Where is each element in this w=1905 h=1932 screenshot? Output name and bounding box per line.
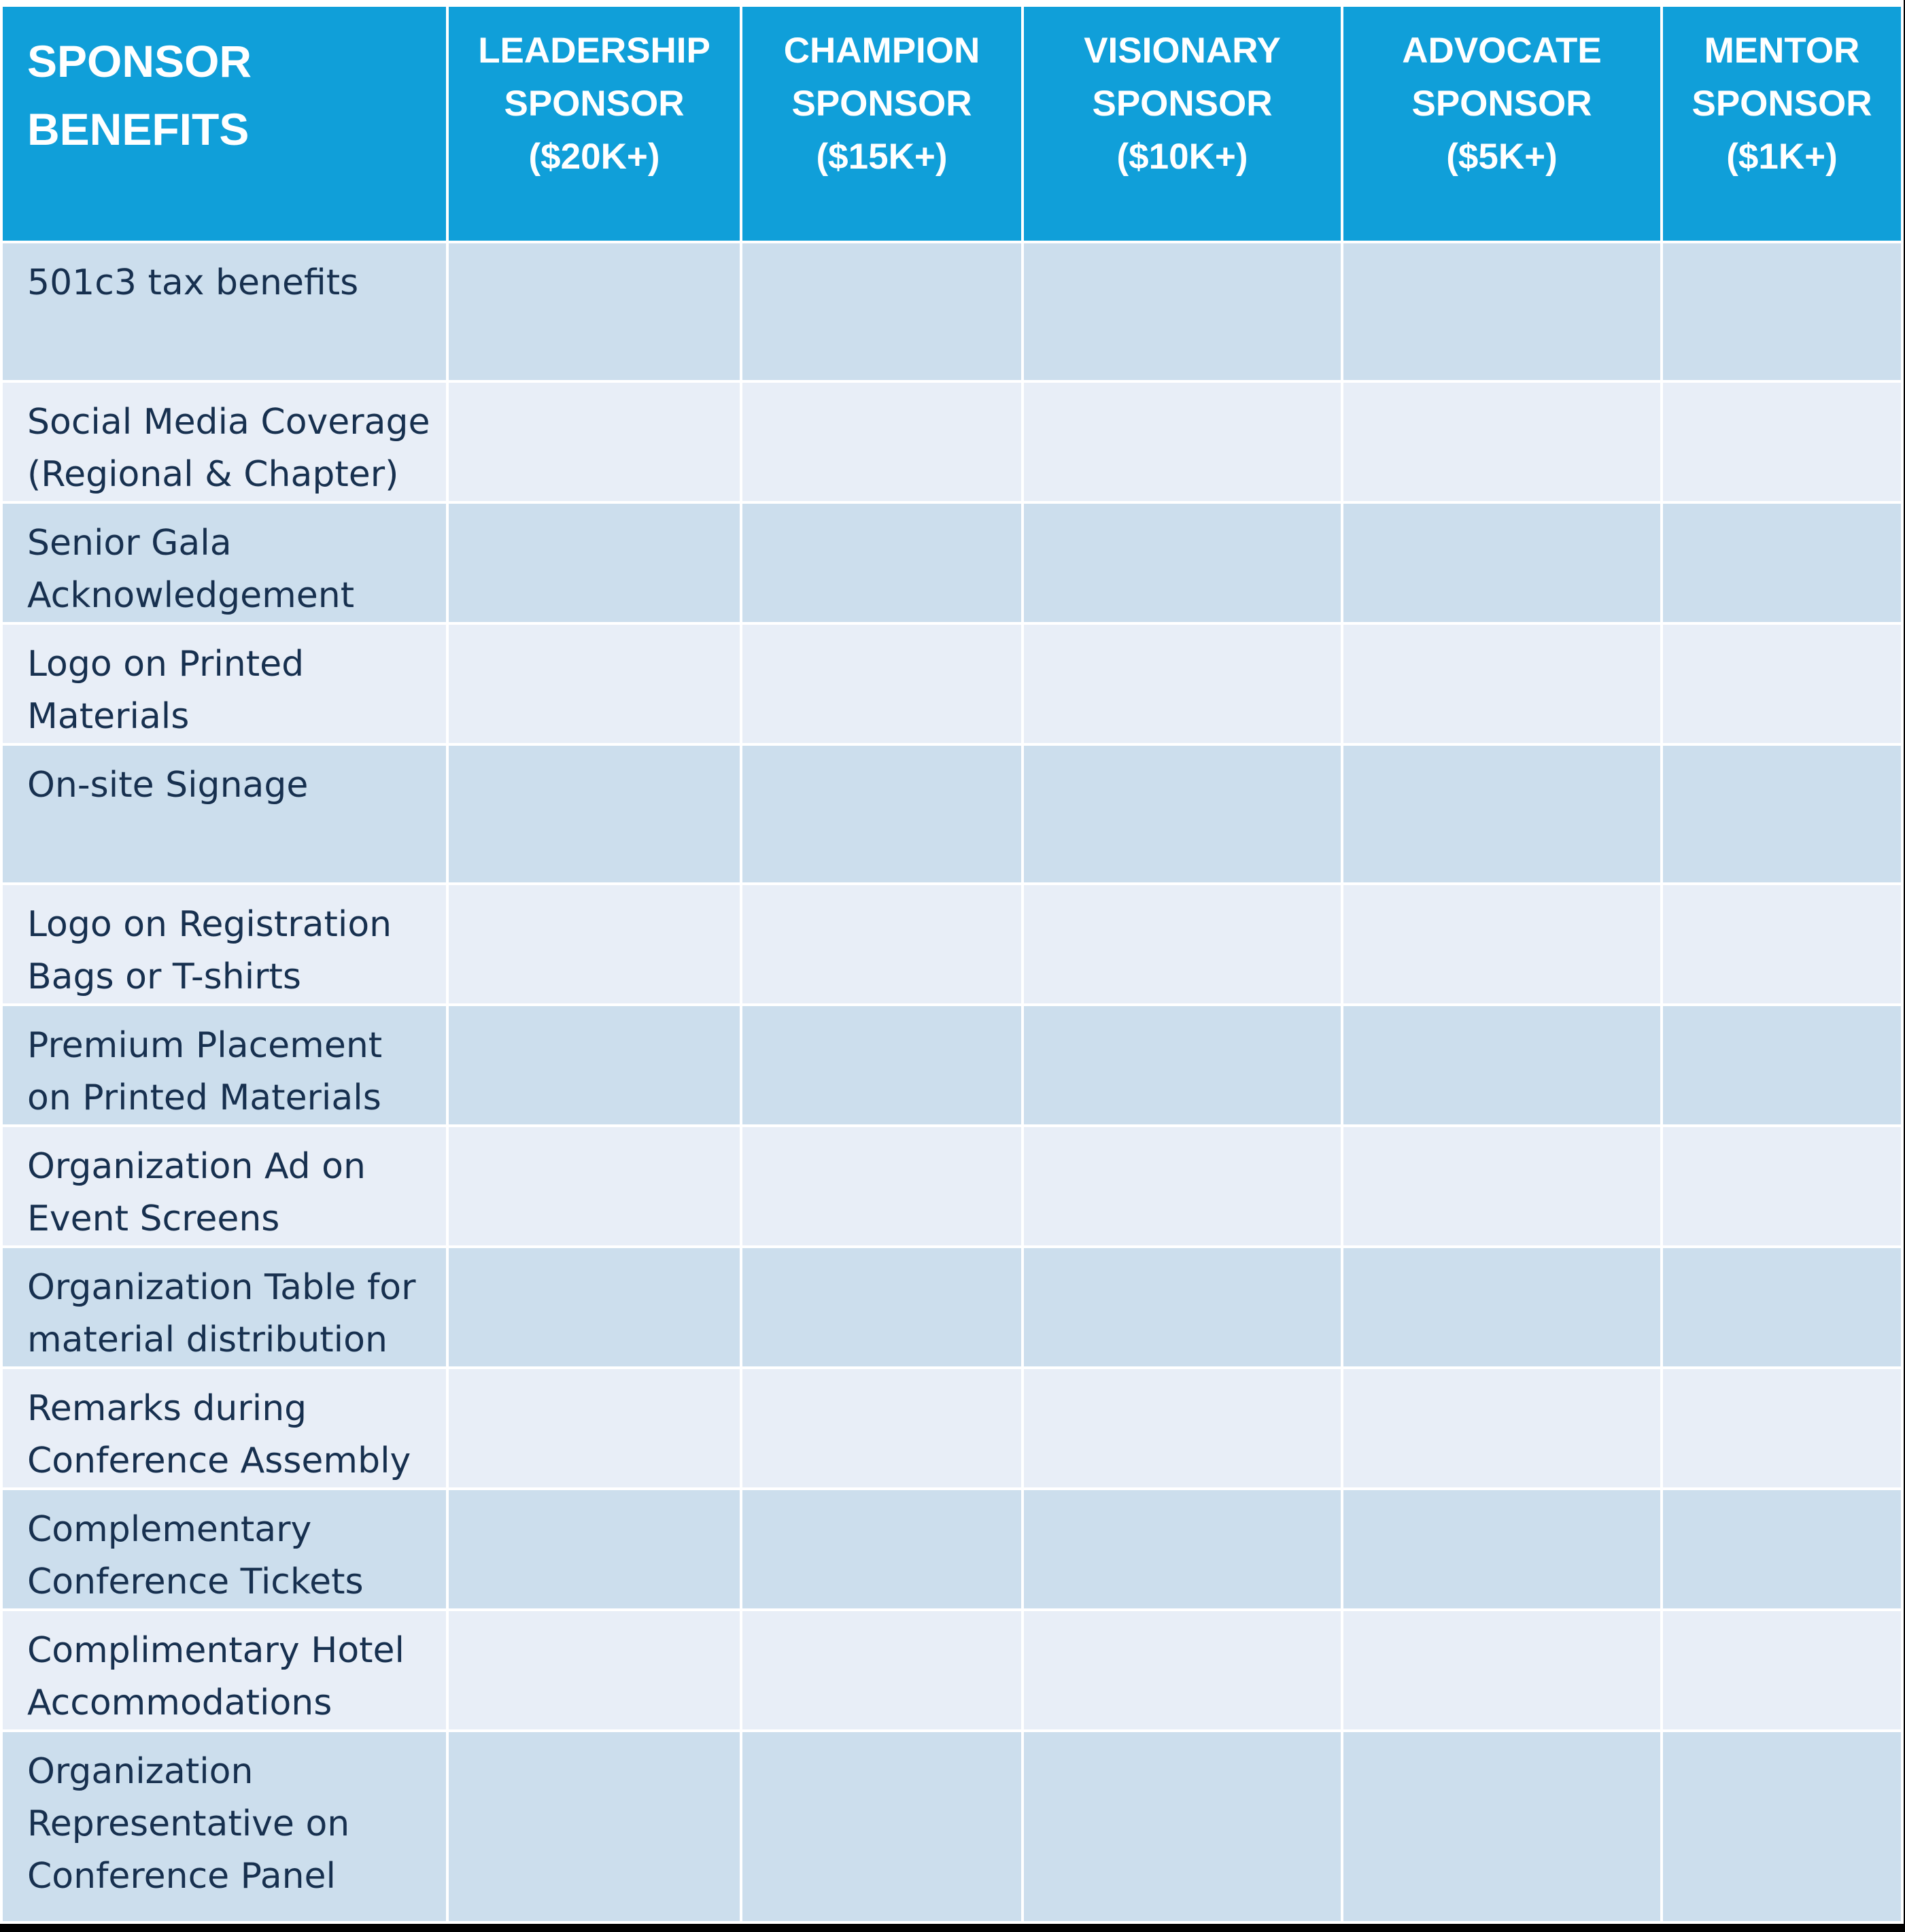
mentor-cell <box>1662 502 1902 623</box>
tier-type: SPONSOR <box>1092 84 1273 124</box>
champion-cell <box>741 744 1023 884</box>
benefit-label-line: Complementary <box>27 1509 312 1550</box>
tier-type: SPONSOR <box>1692 84 1872 124</box>
table-row <box>1 1610 1902 1731</box>
leadership-cell <box>447 1126 741 1247</box>
table-body <box>1 242 1902 1922</box>
leadership-cell <box>447 1368 741 1489</box>
benefit-label-line: Event Screens <box>27 1198 280 1239</box>
benefit-label <box>1 381 447 502</box>
header-cell-sponsor-benefits <box>1 5 447 242</box>
visionary-cell <box>1023 381 1342 502</box>
benefit-label <box>1 1126 447 1247</box>
visionary-cell <box>1023 744 1342 884</box>
champion-cell <box>741 1731 1023 1922</box>
benefit-label-line: Premium Placement <box>27 1025 383 1066</box>
header-cell-champion-sponsor <box>741 5 1023 242</box>
mentor-cell <box>1662 1126 1902 1247</box>
header-cell-mentor-sponsor <box>1662 5 1902 242</box>
benefit-label <box>1 502 447 623</box>
leadership-cell <box>447 1610 741 1731</box>
tier-type: SPONSOR <box>504 84 685 124</box>
mentor-cell <box>1662 884 1902 1005</box>
visionary-cell <box>1023 1368 1342 1489</box>
table-row <box>1 1489 1902 1610</box>
benefit-label-line: Logo on Printed <box>27 644 305 685</box>
leadership-cell <box>447 1489 741 1610</box>
benefit-label <box>1 1731 447 1922</box>
table-row <box>1 884 1902 1005</box>
tier-type: SPONSOR <box>1411 84 1592 124</box>
table-header <box>1 5 1902 242</box>
benefit-label-line: Complimentary Hotel <box>27 1630 405 1671</box>
visionary-cell <box>1023 1489 1342 1610</box>
benefit-label-line: Organization Table for <box>27 1267 416 1308</box>
benefit-label-line: Social Media Coverage <box>27 402 430 443</box>
tier-amount: ($20K+) <box>528 137 660 177</box>
champion-cell <box>741 884 1023 1005</box>
visionary-cell <box>1023 1126 1342 1247</box>
table-row <box>1 502 1902 623</box>
benefit-label <box>1 1489 447 1610</box>
benefit-label-line: Conference Assembly <box>27 1441 411 1481</box>
benefit-label-line: Organization <box>27 1751 254 1792</box>
mentor-cell <box>1662 1610 1902 1731</box>
advocate-cell <box>1342 381 1662 502</box>
benefit-label-line: Conference Panel <box>27 1856 336 1897</box>
benefit-label-line: Remarks during <box>27 1388 307 1429</box>
header-cell-visionary-sponsor <box>1023 5 1342 242</box>
benefit-label <box>1 1368 447 1489</box>
benefit-label <box>1 242 447 381</box>
benefit-label-line: (Regional & Chapter) <box>27 454 399 495</box>
visionary-cell <box>1023 623 1342 744</box>
leadership-cell <box>447 1731 741 1922</box>
benefit-label <box>1 744 447 884</box>
table-row <box>1 1247 1902 1368</box>
champion-cell <box>741 1489 1023 1610</box>
champion-cell <box>741 242 1023 381</box>
benefit-label-line: Acknowledgement <box>27 575 355 616</box>
table-row <box>1 744 1902 884</box>
advocate-cell <box>1342 1610 1662 1731</box>
benefit-label <box>1 623 447 744</box>
tier-amount: ($15K+) <box>816 137 948 177</box>
benefit-label-line: Logo on Registration <box>27 904 392 945</box>
benefit-label <box>1 1610 447 1731</box>
visionary-cell <box>1023 1247 1342 1368</box>
champion-cell <box>741 1126 1023 1247</box>
champion-cell <box>741 623 1023 744</box>
visionary-cell <box>1023 1610 1342 1731</box>
header-cell-leadership-sponsor <box>447 5 741 242</box>
visionary-cell <box>1023 502 1342 623</box>
advocate-cell <box>1342 884 1662 1005</box>
benefit-label-line: Representative on <box>27 1804 350 1844</box>
visionary-cell <box>1023 884 1342 1005</box>
benefit-label-line: Bags or T-shirts <box>27 956 301 997</box>
tier-name: CHAMPION <box>783 31 980 71</box>
mentor-cell <box>1662 381 1902 502</box>
advocate-cell <box>1342 242 1662 381</box>
visionary-cell <box>1023 1005 1342 1126</box>
champion-cell <box>741 502 1023 623</box>
mentor-cell <box>1662 1005 1902 1126</box>
tier-amount: ($1K+) <box>1726 137 1838 177</box>
header-row <box>1 5 1902 242</box>
table-row <box>1 381 1902 502</box>
advocate-cell <box>1342 502 1662 623</box>
benefit-label <box>1 1005 447 1126</box>
leadership-cell <box>447 242 741 381</box>
table-row <box>1 242 1902 381</box>
header-cell-advocate-sponsor <box>1342 5 1662 242</box>
benefit-label-line: Materials <box>27 696 190 737</box>
benefit-label-line: Conference Tickets <box>27 1562 364 1602</box>
mentor-cell <box>1662 744 1902 884</box>
table-row <box>1 1005 1902 1126</box>
sponsor-benefits-table <box>0 4 1904 1924</box>
benefit-label-line: On-site Signage <box>27 765 309 806</box>
advocate-cell <box>1342 1731 1662 1922</box>
visionary-cell <box>1023 1731 1342 1922</box>
tier-name: ADVOCATE <box>1402 31 1602 71</box>
table-row <box>1 1731 1902 1922</box>
leadership-cell <box>447 623 741 744</box>
table-row <box>1 623 1902 744</box>
benefit-label-line: Organization Ad on <box>27 1146 366 1187</box>
visionary-cell <box>1023 242 1342 381</box>
tier-type: SPONSOR <box>791 84 972 124</box>
benefit-label <box>1 884 447 1005</box>
leadership-cell <box>447 884 741 1005</box>
mentor-cell <box>1662 1731 1902 1922</box>
tier-amount: ($5K+) <box>1446 137 1558 177</box>
mentor-cell <box>1662 1247 1902 1368</box>
advocate-cell <box>1342 623 1662 744</box>
mentor-cell <box>1662 242 1902 381</box>
mentor-cell <box>1662 623 1902 744</box>
champion-cell <box>741 1247 1023 1368</box>
advocate-cell <box>1342 1005 1662 1126</box>
tier-name: VISIONARY <box>1084 31 1281 71</box>
tier-name: MENTOR <box>1704 31 1860 71</box>
mentor-cell <box>1662 1489 1902 1610</box>
leadership-cell <box>447 502 741 623</box>
champion-cell <box>741 1610 1023 1731</box>
benefit-label-line: material distribution <box>27 1319 388 1360</box>
tier-name: LEADERSHIP <box>478 31 710 71</box>
champion-cell <box>741 1005 1023 1126</box>
header-title-line: BENEFITS <box>27 104 250 154</box>
advocate-cell <box>1342 744 1662 884</box>
advocate-cell <box>1342 1247 1662 1368</box>
leadership-cell <box>447 1247 741 1368</box>
table-row <box>1 1368 1902 1489</box>
benefit-label-line: Accommodations <box>27 1683 332 1723</box>
benefit-label-line: Senior Gala <box>27 523 232 564</box>
champion-cell <box>741 381 1023 502</box>
champion-cell <box>741 1368 1023 1489</box>
advocate-cell <box>1342 1489 1662 1610</box>
benefit-label-line: on Printed Materials <box>27 1077 381 1118</box>
leadership-cell <box>447 381 741 502</box>
advocate-cell <box>1342 1126 1662 1247</box>
benefit-label <box>1 1247 447 1368</box>
table-row <box>1 1126 1902 1247</box>
benefit-label-line: 501c3 tax benefits <box>27 262 359 303</box>
advocate-cell <box>1342 1368 1662 1489</box>
leadership-cell <box>447 1005 741 1126</box>
leadership-cell <box>447 744 741 884</box>
header-title-line: SPONSOR <box>27 36 252 86</box>
mentor-cell <box>1662 1368 1902 1489</box>
tier-amount: ($10K+) <box>1116 137 1248 177</box>
